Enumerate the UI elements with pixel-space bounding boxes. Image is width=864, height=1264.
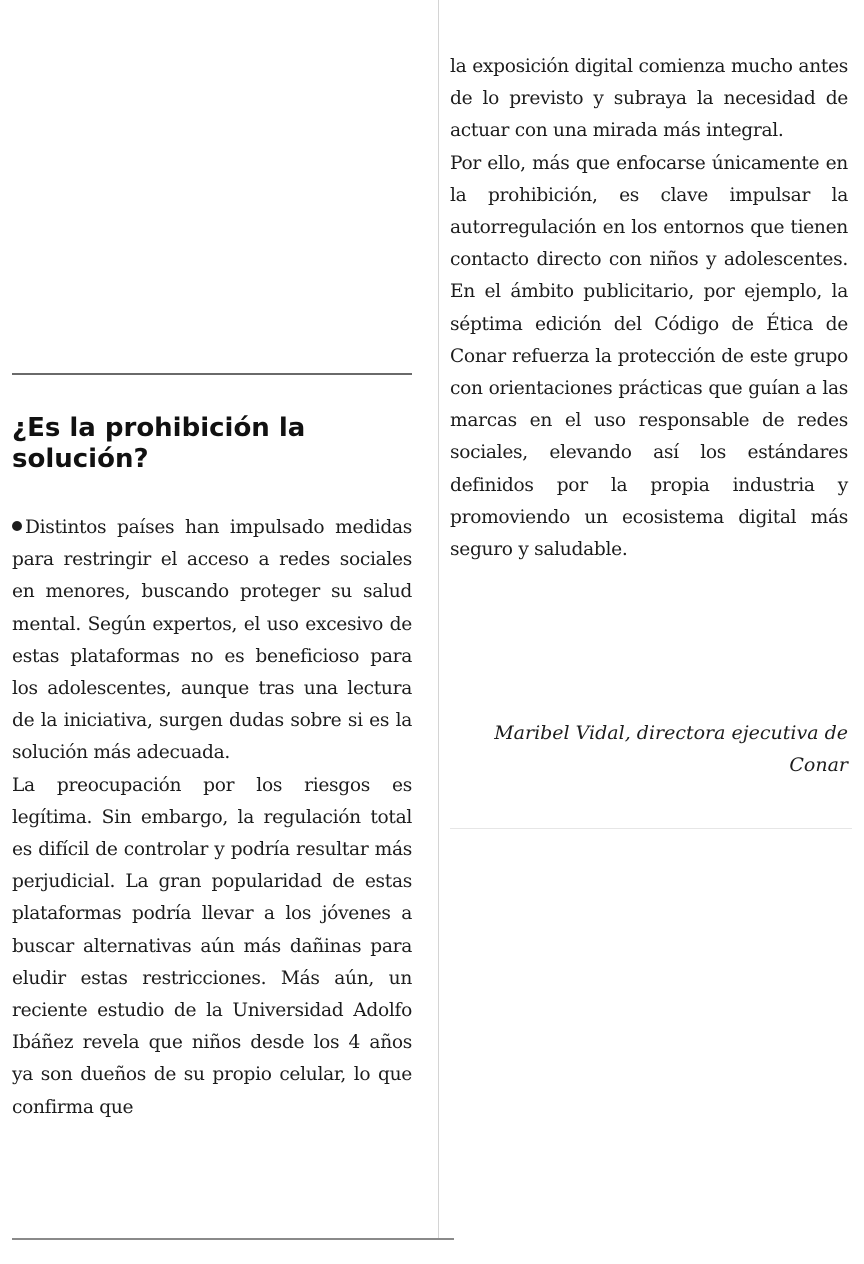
paragraph-intro-text: Distintos países han impulsado medidas para restringir el acceso a redes sociales en menores, buscando proteger su salud mental. Según expertos, el uso excesivo de estas plataformas no es beneficioso para los adolescentes, aunque tras una lectura de la iniciativa, surgen dudas sobre si es la solución más adecuada. [12, 517, 412, 764]
paragraph-self-regulation: Por ello, más que enfocarse únicamente en la prohibición, es clave impulsar la autorregulación en los entornos que tienen contacto directo con niños y adolescentes. En el ámbito publicitario, por ejemplo, la séptima edición del Código de Ética de Conar refuerza la protección de este grupo con orientaciones prácticas que guían a las marcas en el uso responsable de redes sociales, elevando así los estándares definidos por la propia industria y promoviendo un ecosistema digital más seguro y saludable. [450, 152, 848, 561]
paragraph-intro [12, 512, 412, 770]
left-column [12, 0, 414, 1264]
bottom-rule [12, 1238, 454, 1240]
right-column-body [450, 51, 848, 566]
right-column-end-rule [450, 828, 852, 829]
column-divider [438, 0, 439, 1238]
bullet-icon [12, 521, 22, 531]
left-column-body [12, 512, 412, 1124]
article-headline: ¿Es la prohibición la solución? [12, 413, 306, 474]
author-signature: Maribel Vidal, directora ejecutiva de Conar [494, 722, 848, 776]
paragraph-concern: La preocupación por los riesgos es legítima. Sin embargo, la regulación total es difícil de controlar y podría resultar más perjudicial. La gran popularidad de estas plataformas podría llevar a los jóvenes a buscar alternativas aún más dañinas para eludir estas restricciones. Más aún, un reciente estudio de la Universidad Adolfo Ibáñez revela que niños desde los 4 años ya son dueños de su propio celular, lo que confirma que [12, 774, 412, 1118]
headline-top-rule [12, 373, 412, 375]
paragraph-exposure: la exposición digital comienza mucho antes de lo previsto y subraya la necesidad de actuar con una mirada más integral. [450, 56, 848, 142]
right-column [450, 0, 852, 1264]
